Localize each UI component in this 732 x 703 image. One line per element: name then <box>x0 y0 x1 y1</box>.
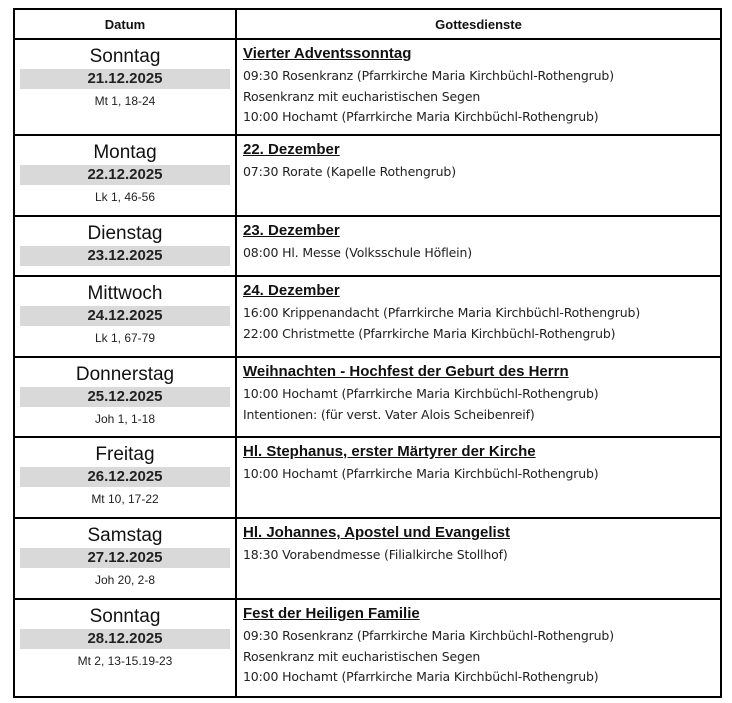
services-cell <box>237 277 720 356</box>
service-entry: 22:00 Christmette (Pfarrkirche Maria Kirchbüchl-Rothengrub) <box>243 325 616 341</box>
date-cell <box>15 277 237 356</box>
date-cell <box>15 438 237 517</box>
date: 24.12.2025 <box>20 306 230 326</box>
services-cell <box>237 217 720 275</box>
table-row <box>15 356 720 436</box>
date-cell <box>15 600 237 696</box>
header-services: Gottesdienste <box>435 16 522 32</box>
services-table <box>13 8 722 698</box>
table-row <box>15 517 720 598</box>
table-body <box>15 38 720 696</box>
services-cell <box>237 40 720 134</box>
weekday: Mittwoch <box>87 283 163 304</box>
reading-reference: Joh 20, 2-8 <box>94 573 156 587</box>
services-cell <box>237 438 720 517</box>
liturgical-day-title: Hl. Stephanus, erster Märtyrer der Kirche <box>243 443 536 460</box>
liturgical-day-title: Weihnachten - Hochfest der Geburt des Herrn <box>243 363 569 380</box>
reading-reference: Joh 1, 1-18 <box>94 412 156 426</box>
table-row <box>15 215 720 275</box>
date: 23.12.2025 <box>20 246 230 266</box>
services-cell <box>237 358 720 436</box>
reading-reference: Lk 1, 67-79 <box>94 331 156 345</box>
service-entry: 16:00 Krippenandacht (Pfarrkirche Maria Kirchbüchl-Rothengrub) <box>243 305 641 320</box>
header-date: Datum <box>15 10 237 38</box>
service-entry: Rosenkranz mit eucharistischen Segen <box>243 88 481 104</box>
service-entry: 10:00 Hochamt (Pfarrkirche Maria Kirchbüchl-Rothengrub) <box>243 669 599 684</box>
liturgical-day-title: Vierter Adventssonntag <box>243 45 412 62</box>
weekday: Samstag <box>87 525 163 546</box>
table-row <box>15 275 720 356</box>
date-cell <box>15 217 237 275</box>
services-cell <box>237 519 720 598</box>
reading-reference: Mt 1, 18-24 <box>94 94 156 108</box>
weekday: Dienstag <box>87 223 163 244</box>
reading-reference: Mt 10, 17-22 <box>91 492 159 506</box>
reading-reference: Mt 2, 13-15.19-23 <box>77 654 173 668</box>
table-row <box>15 598 720 696</box>
date-cell <box>15 519 237 598</box>
table-header <box>15 10 720 38</box>
liturgical-day-title: Hl. Johannes, Apostel und Evangelist <box>243 524 510 541</box>
date: 28.12.2025 <box>20 629 230 649</box>
services-cell <box>237 600 720 696</box>
service-entry: 09:30 Rosenkranz (Pfarrkirche Maria Kirchbüchl-Rothengrub) <box>243 68 614 83</box>
service-entry: 10:00 Hochamt (Pfarrkirche Maria Kirchbüchl-Rothengrub) <box>243 109 599 124</box>
service-entry: Intentionen: (für verst. Vater Alois Scheibenreif) <box>243 406 535 422</box>
table-row <box>15 134 720 215</box>
liturgical-day-title: Fest der Heiligen Familie <box>243 605 420 622</box>
weekday: Sonntag <box>89 46 161 67</box>
liturgical-day-title: 22. Dezember <box>243 141 340 158</box>
date: 25.12.2025 <box>20 387 230 407</box>
weekday: Sonntag <box>89 606 161 627</box>
reading-reference: Lk 1, 46-56 <box>94 190 156 204</box>
service-entry: 07:30 Rorate (Kapelle Rothengrub) <box>243 164 456 179</box>
weekday: Montag <box>93 142 157 163</box>
service-entry: 18:30 Vorabendmesse (Filialkirche Stollhof) <box>243 547 508 562</box>
weekday: Donnerstag <box>75 364 175 385</box>
table-row <box>15 38 720 134</box>
service-entry: 10:00 Hochamt (Pfarrkirche Maria Kirchbüchl-Rothengrub) <box>243 466 599 481</box>
weekday: Freitag <box>95 444 155 465</box>
liturgical-day-title: 23. Dezember <box>243 222 340 239</box>
date: 27.12.2025 <box>20 548 230 568</box>
date-cell <box>15 136 237 215</box>
service-entry: 08:00 Hl. Messe (Volksschule Höflein) <box>243 245 473 260</box>
services-cell <box>237 136 720 215</box>
date: 22.12.2025 <box>20 165 230 185</box>
date: 26.12.2025 <box>20 467 230 487</box>
date-cell <box>15 358 237 436</box>
service-entry: 10:00 Hochamt (Pfarrkirche Maria Kirchbüchl-Rothengrub) <box>243 386 599 401</box>
liturgical-day-title: 24. Dezember <box>243 282 340 299</box>
date: 21.12.2025 <box>20 69 230 89</box>
service-entry: 09:30 Rosenkranz (Pfarrkirche Maria Kirchbüchl-Rothengrub) <box>243 628 614 643</box>
date-cell <box>15 40 237 134</box>
table-row <box>15 436 720 517</box>
service-entry: Rosenkranz mit eucharistischen Segen <box>243 648 481 664</box>
